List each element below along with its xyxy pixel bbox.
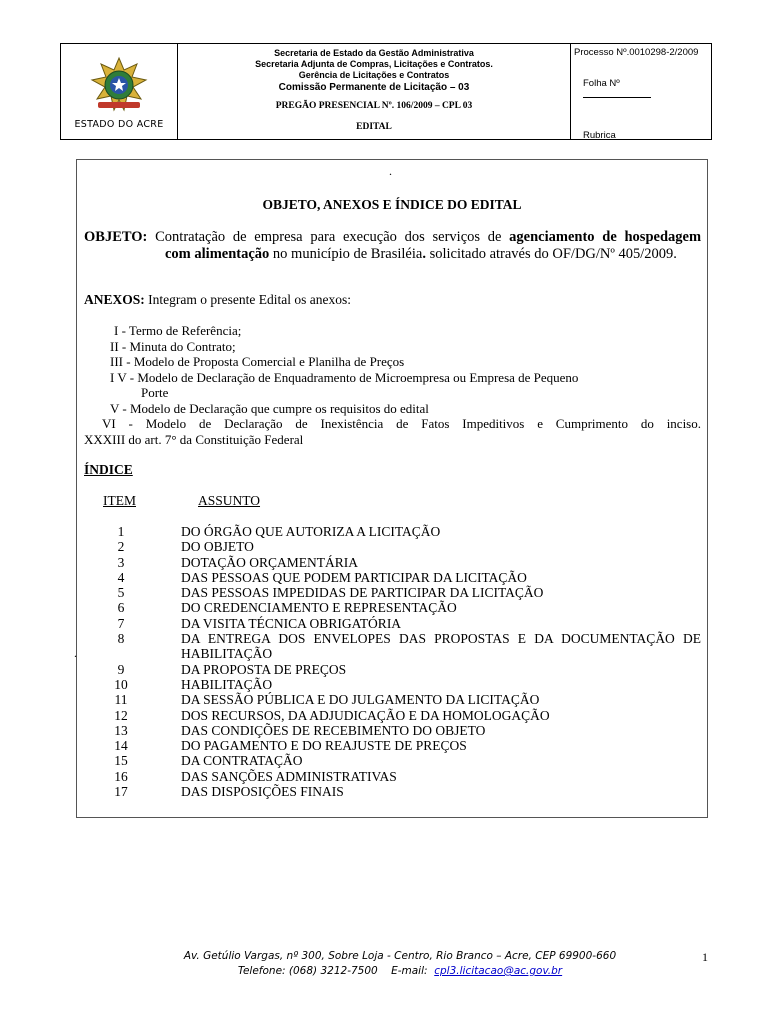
- indice-subject: DO PAGAMENTO E DO REAJUSTE DE PREÇOS: [181, 738, 467, 754]
- process-number: Processo Nº.0010298-2/2009: [574, 47, 699, 58]
- logo-cell: [61, 44, 178, 139]
- indice-row: [77, 769, 709, 784]
- footer-contact: [140, 964, 660, 979]
- indice-subject: DO ÓRGÃO QUE AUTORIZA A LICITAÇÃO: [181, 524, 441, 539]
- rubrica-label: Rubrica: [583, 130, 616, 139]
- content-box: [76, 159, 708, 818]
- indice-subject: DAS SANÇÕES ADMINISTRATIVAS: [181, 768, 397, 784]
- anexos-text: Integram o presente Edital os anexos:: [148, 292, 351, 307]
- objeto-continuation: [84, 246, 701, 263]
- header-secretaria: Secretaria de Estado da Gestão Administrativa: [274, 48, 474, 58]
- anexo-item-continuation: XXXIII do art. 7° da Constituição Federal: [84, 431, 304, 447]
- header-comissao: Comissão Permanente de Licitação – 03: [278, 82, 470, 93]
- indice-number: 10: [114, 676, 128, 692]
- indice-number: 5: [117, 585, 125, 601]
- state-name: ESTADO DO ACRE: [74, 119, 164, 130]
- indice-number: 3: [117, 554, 125, 570]
- indice-row: [77, 708, 709, 723]
- indice-number: 8: [117, 631, 125, 647]
- indice-row-continuation: [77, 646, 709, 661]
- indice-number: 6: [117, 600, 125, 616]
- indice-number: 11: [114, 692, 128, 708]
- indice-subject: DA CONTRATAÇÃO: [181, 753, 303, 769]
- anexo-item: I - Termo de Referência;: [114, 323, 242, 338]
- column-header-item: ITEM: [103, 493, 136, 508]
- objeto-bold-1: agenciamento de hospedagem: [509, 229, 702, 245]
- indice-number: 14: [114, 738, 128, 754]
- indice-subject: HABILITAÇÃO: [181, 676, 273, 692]
- indice-row: [77, 570, 709, 585]
- indice-subject: DA PROPOSTA DE PREÇOS: [181, 661, 347, 677]
- indice-subject: DAS PESSOAS IMPEDIDAS DE PARTICIPAR DA LICITAÇÃO: [181, 585, 544, 601]
- indice-row: [77, 600, 709, 615]
- indice-row: [77, 539, 709, 554]
- anexo-item-continuation: Porte: [141, 385, 169, 400]
- indice-subject: DA VISITA TÉCNICA OBRIGATÓRIA: [181, 615, 402, 631]
- indice-row: [77, 753, 709, 768]
- indice-subject: DO OBJETO: [181, 539, 254, 555]
- indice-subject: DOTAÇÃO ORÇAMENTÁRIA: [181, 554, 359, 570]
- indice-subject: DAS DISPOSIÇÕES FINAIS: [181, 784, 344, 800]
- footer-address: Av. Getúlio Vargas, nº 300, Sobre Loja - Centro, Rio Branco – Acre, CEP 69900-660: [183, 950, 617, 962]
- state-coat-of-arms-icon: [88, 56, 150, 116]
- objeto-label: OBJETO:: [84, 229, 148, 245]
- anexo-item: III - Modelo de Proposta Comercial e Planilha de Preços: [110, 354, 405, 369]
- indice-subject: DA SESSÃO PÚBLICA E DO JULGAMENTO DA LICITAÇÃO: [181, 692, 540, 708]
- objeto-first-line: [84, 229, 701, 246]
- anexo-item: VI - Modelo de Declaração de Inexistência de Fatos Impeditivos e Cumprimento do inciso.: [102, 416, 701, 431]
- header-gerencia: Gerência de Licitações e Contratos: [298, 70, 450, 80]
- folha-label: Folha Nº: [583, 78, 620, 89]
- anexos-label: ANEXOS:: [84, 292, 145, 307]
- anexo-item: I V - Modelo de Declaração de Enquadramento de Microempresa ou Empresa de Pequeno: [110, 369, 579, 385]
- objeto-dot: .: [422, 246, 426, 262]
- indice-number: 7: [117, 615, 125, 631]
- header-pregao: PREGÃO PRESENCIAL Nº. 106/2009 – CPL 03: [275, 101, 473, 111]
- indice-number: 13: [114, 722, 128, 738]
- indice-row: [77, 784, 709, 799]
- footer-email-label: E-mail:: [391, 965, 428, 977]
- objeto-text-3: solicitado através do OF/DG/Nº: [429, 246, 615, 262]
- indice-row: [77, 616, 709, 631]
- indice-subject: HABILITAÇÃO: [181, 646, 273, 662]
- indice-list: [77, 524, 709, 799]
- anexos-intro: [84, 292, 351, 308]
- indice-row: [77, 585, 709, 600]
- indice-number: 1: [117, 524, 125, 539]
- indice-row: [77, 723, 709, 738]
- indice-number: 15: [114, 753, 128, 769]
- header-secretaria-adjunta: Secretaria Adjunta de Compras, Licitações e Contratos.: [255, 59, 493, 69]
- page-footer: [140, 949, 660, 979]
- anexo-item: II - Minuta do Contrato;: [110, 338, 236, 354]
- objeto-text-1: Contratação de empresa para execução dos serviços de: [155, 229, 502, 245]
- header-process-cell: [571, 44, 711, 139]
- indice-subject: DA ENTREGA DOS ENVELOPES DAS PROPOSTAS E DA DOCUMENTAÇÃO DE: [181, 631, 701, 647]
- indice-row: [77, 692, 709, 707]
- folha-underline: [583, 97, 651, 98]
- footer-email-link[interactable]: cpl3.licitacao@ac.gov.br: [434, 965, 563, 977]
- indice-row: [77, 631, 709, 646]
- objeto-text-2: no município de Brasiléia: [272, 246, 423, 262]
- indice-row: [77, 738, 709, 753]
- indice-subject: DAS PESSOAS QUE PODEM PARTICIPAR DA LICITAÇÃO: [181, 569, 527, 585]
- indice-subject: DAS CONDIÇÕES DE RECEBIMENTO DO OBJETO: [181, 722, 486, 738]
- anexo-item: V - Modelo de Declaração que cumpre os requisitos do edital: [110, 400, 429, 416]
- indice-number: 12: [114, 707, 128, 723]
- header-title-cell: [178, 44, 571, 139]
- indice-number: 17: [114, 784, 128, 800]
- indice-number: 4: [117, 569, 125, 585]
- top-dot: .: [389, 164, 392, 178]
- indice-number: 2: [117, 539, 125, 555]
- footer-phone: Telefone: (068) 3212-7500: [237, 965, 378, 977]
- objeto-bold-2: com alimentação: [165, 246, 270, 262]
- document-header: [60, 43, 712, 140]
- indice-row: [77, 662, 709, 677]
- objeto-paragraph: [84, 229, 701, 263]
- indice-title: ÍNDICE: [84, 462, 133, 477]
- indice-number: 16: [114, 768, 128, 784]
- header-edital: EDITAL: [356, 122, 392, 132]
- page-number: 1: [702, 950, 708, 964]
- column-header-assunto: ASSUNTO: [198, 493, 261, 508]
- indice-row: [77, 555, 709, 570]
- side-dot: .: [74, 646, 77, 660]
- indice-row: [77, 524, 709, 539]
- anexos-list: [84, 323, 701, 447]
- indice-row: [77, 677, 709, 692]
- indice-subject: DO CREDENCIAMENTO E REPRESENTAÇÃO: [181, 600, 457, 616]
- section-title: OBJETO, ANEXOS E ÍNDICE DO EDITAL: [262, 197, 522, 212]
- objeto-text-4: 405/2009.: [618, 246, 677, 262]
- indice-subject: DOS RECURSOS, DA ADJUDICAÇÃO E DA HOMOLOGAÇÃO: [181, 707, 550, 723]
- indice-number: 9: [117, 661, 125, 677]
